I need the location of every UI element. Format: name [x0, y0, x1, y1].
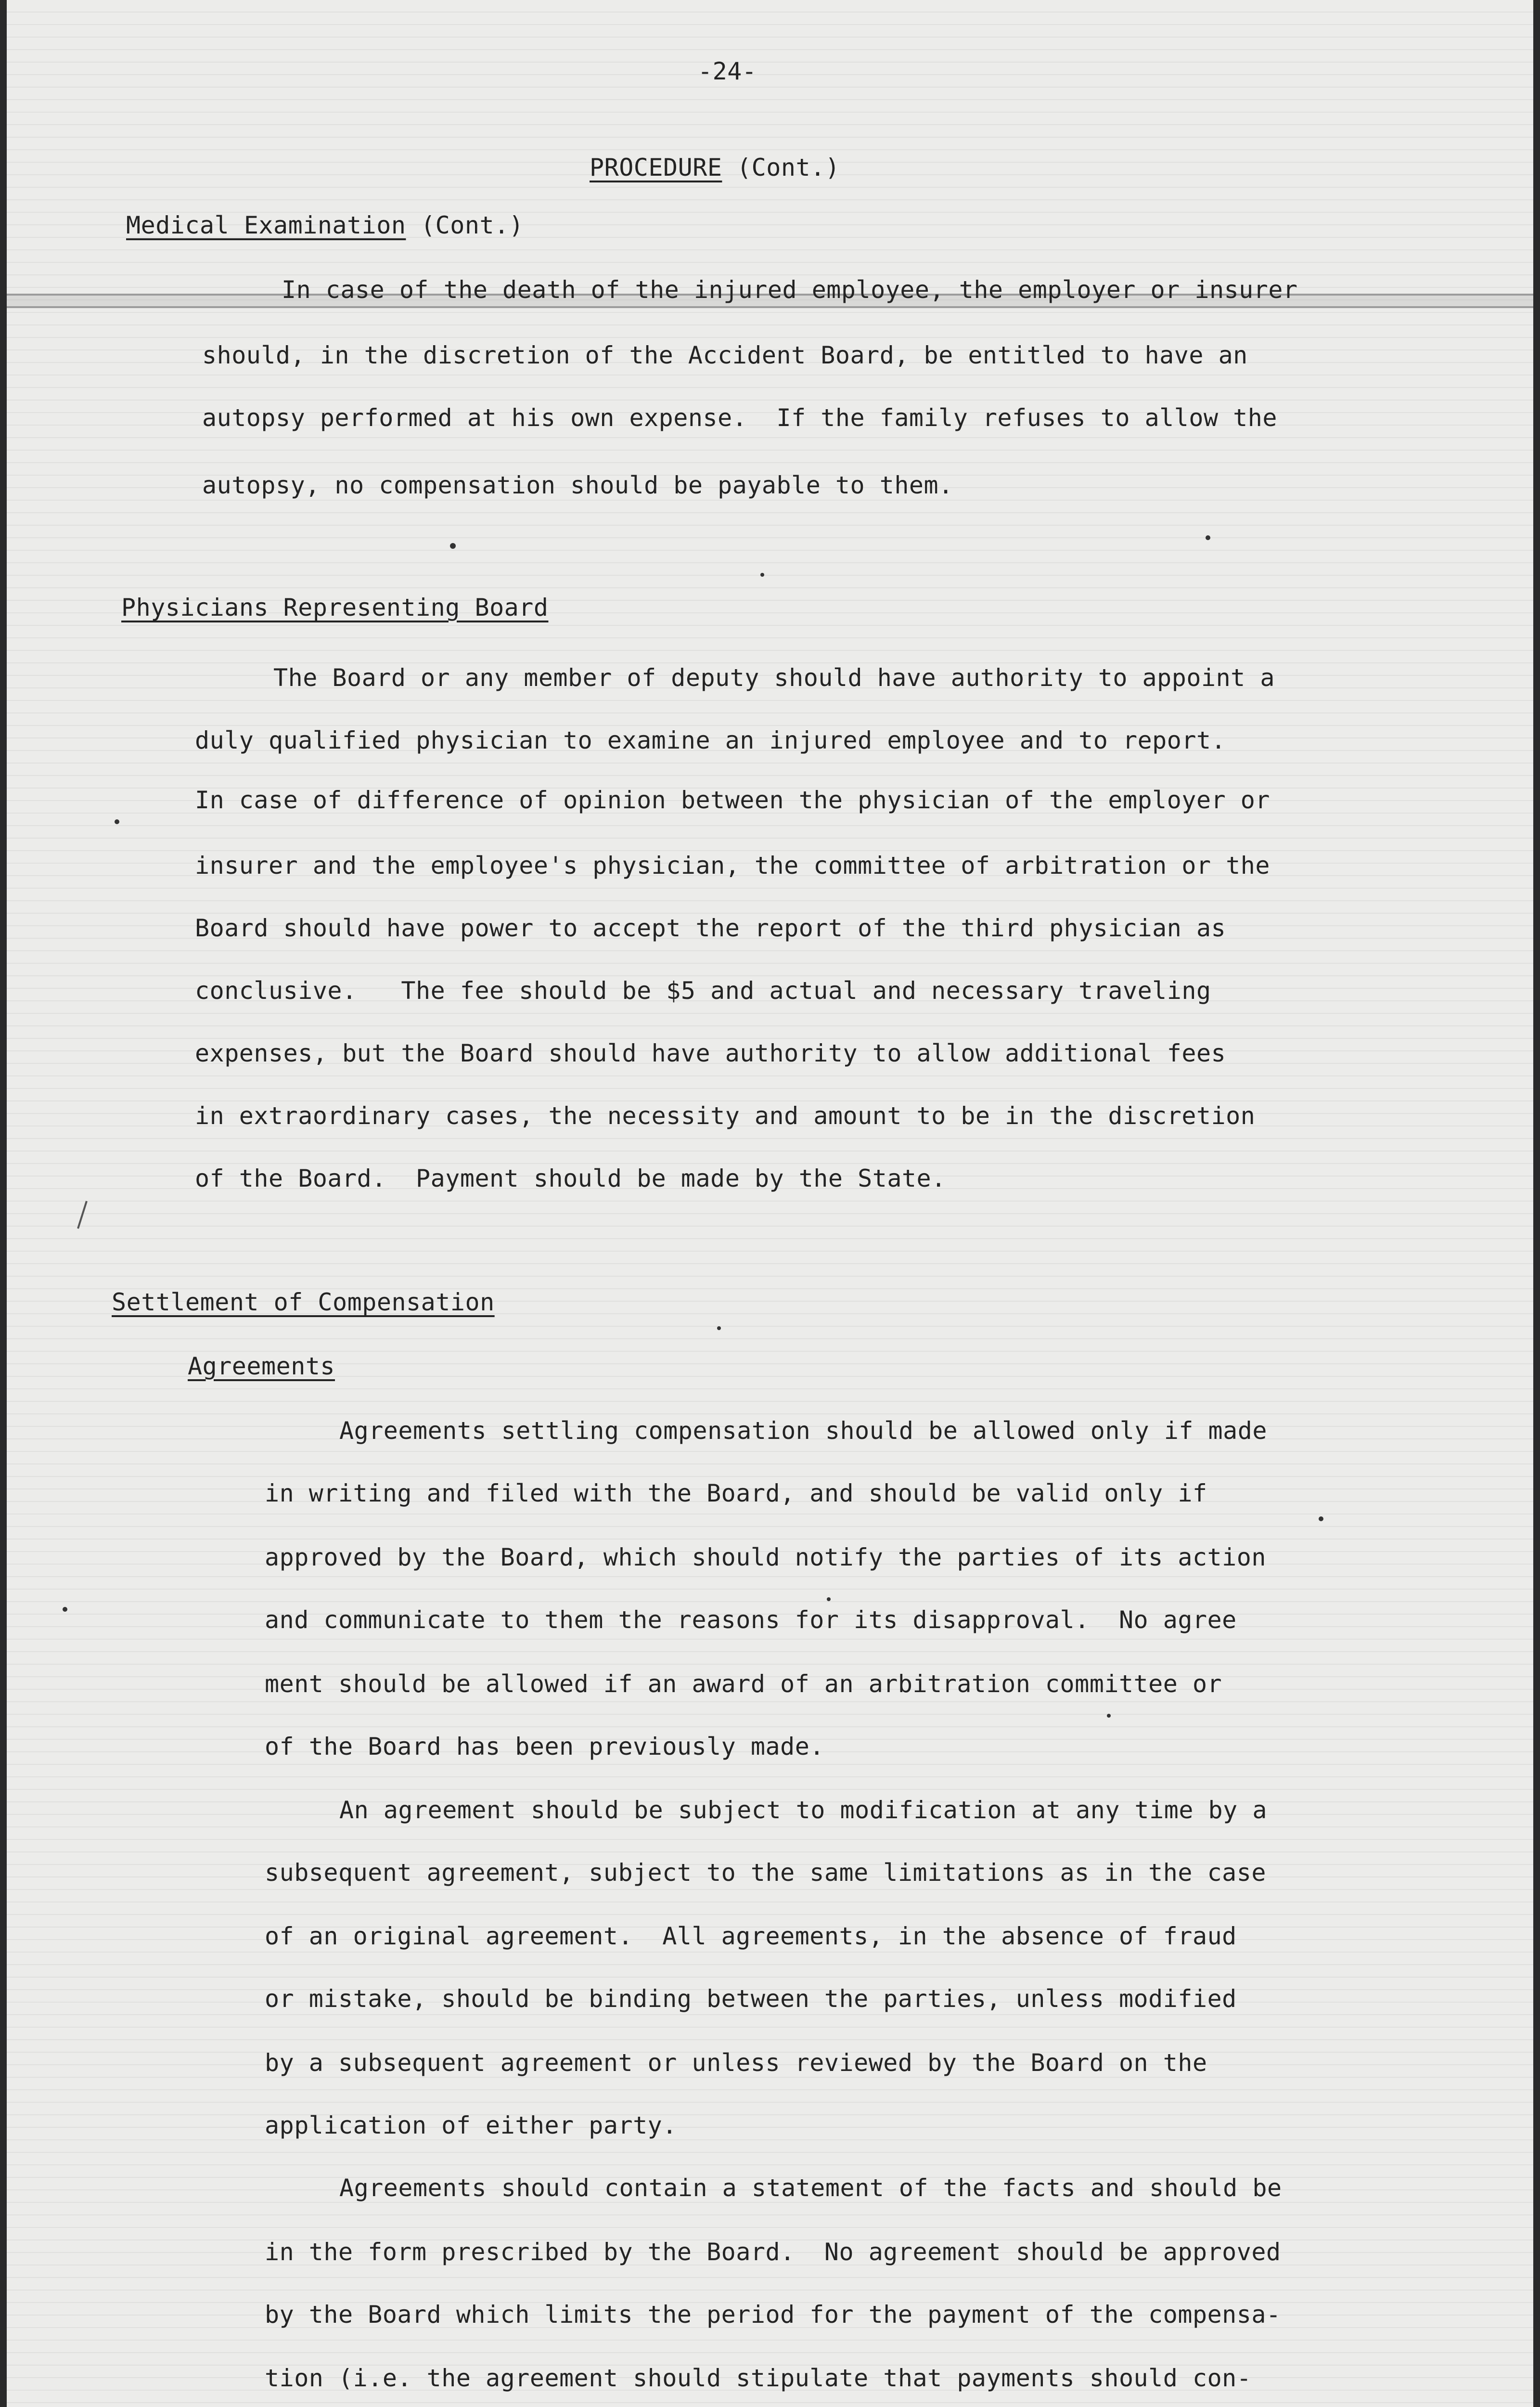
agreements-p3-line-1: Agreements should contain a statement of the facts and should be — [339, 2174, 1282, 2202]
agreements-p2-line-5: by a subsequent agreement or unless reviewed by the Board on the — [265, 2049, 1207, 2077]
scan-speck — [63, 1607, 67, 1612]
medical-heading-text: Medical Examination — [126, 211, 406, 239]
agreements-p2-line-1: An agreement should be subject to modification at any time by a — [339, 1796, 1267, 1824]
agreements-p1-line-3: approved by the Board, which should notify the parties of its action — [265, 1543, 1266, 1571]
physicians-line-8: in extraordinary cases, the necessity and amount to be in the discretion — [195, 1102, 1256, 1130]
physicians-line-5: Board should have power to accept the report of the third physician as — [195, 914, 1226, 942]
agreements-p1-line-4: and communicate to them the reasons for its disapproval. No agree — [265, 1606, 1237, 1634]
medical-heading-suffix: (Cont.) — [421, 211, 524, 239]
subheading-agreements: Agreements — [188, 1352, 335, 1380]
medical-line-2: should, in the discretion of the Accident Board, be entitled to have an — [202, 341, 1248, 369]
agreements-p3-line-4: tion (i.e. the agreement should stipulate that payments should con- — [265, 2364, 1252, 2392]
scan-speck — [717, 1326, 721, 1330]
physicians-line-1: The Board or any member of deputy should have authority to appoint a — [273, 664, 1275, 692]
scan-speck — [827, 1597, 831, 1601]
agreements-p2-line-2: subsequent agreement, subject to the same limitations as in the case — [265, 1859, 1266, 1887]
physicians-line-7: expenses, but the Board should have authority to allow additional fees — [195, 1039, 1226, 1067]
section-heading-settlement: Settlement of Compensation — [112, 1288, 495, 1316]
agreements-p2-line-3: of an original agreement. All agreements, in the absence of fraud — [265, 1922, 1237, 1950]
scan-speck — [1319, 1516, 1323, 1521]
header-suffix: (Cont.) — [737, 154, 840, 181]
physicians-line-4: insurer and the employee's physician, the committee of arbitration or the — [195, 852, 1270, 880]
scan-speck — [760, 573, 764, 577]
agreements-p1-line-2: in writing and filed with the Board, and should be valid only if — [265, 1479, 1207, 1507]
scan-speck — [450, 543, 456, 549]
section-heading-physicians: Physicians Representing Board — [121, 594, 549, 621]
physicians-line-6: conclusive. The fee should be $5 and actual and necessary traveling — [195, 977, 1211, 1005]
header-title: PROCEDURE — [590, 154, 722, 181]
margin-pencil-mark — [72, 1199, 91, 1232]
medical-line-4: autopsy, no compensation should be payable to them. — [202, 471, 953, 499]
section-heading-medical — [126, 211, 524, 240]
scan-edge-right — [1533, 0, 1540, 2407]
scan-speck — [115, 819, 119, 824]
agreements-p3-line-3: by the Board which limits the period for the payment of the compensa- — [265, 2301, 1281, 2329]
scan-speck — [1107, 1714, 1111, 1718]
scan-edge-left — [0, 0, 7, 2407]
agreements-p2-line-4: or mistake, should be binding between the parties, unless modified — [265, 1985, 1237, 2013]
scan-speck — [1206, 535, 1210, 540]
physicians-line-2: duly qualified physician to examine an injured employee and to report. — [195, 726, 1226, 754]
page-number: -24- — [698, 57, 757, 85]
medical-line-3: autopsy performed at his own expense. If the family refuses to allow the — [202, 404, 1277, 432]
agreements-p2-line-6: application of either party. — [265, 2111, 677, 2139]
physicians-line-9: of the Board. Payment should be made by the State. — [195, 1165, 946, 1192]
agreements-p1-line-5: ment should be allowed if an award of an arbitration committee or — [265, 1670, 1222, 1698]
agreements-p1-line-6: of the Board has been previously made. — [265, 1733, 824, 1760]
agreements-p1-line-1: Agreements settling compensation should be allowed only if made — [339, 1417, 1267, 1445]
medical-line-1: In case of the death of the injured employee, the employer or insurer — [282, 276, 1298, 304]
agreements-p3-line-2: in the form prescribed by the Board. No agreement should be approved — [265, 2238, 1281, 2266]
page-header — [590, 153, 840, 182]
physicians-line-3: In case of difference of opinion between the physician of the employer or — [195, 786, 1270, 814]
